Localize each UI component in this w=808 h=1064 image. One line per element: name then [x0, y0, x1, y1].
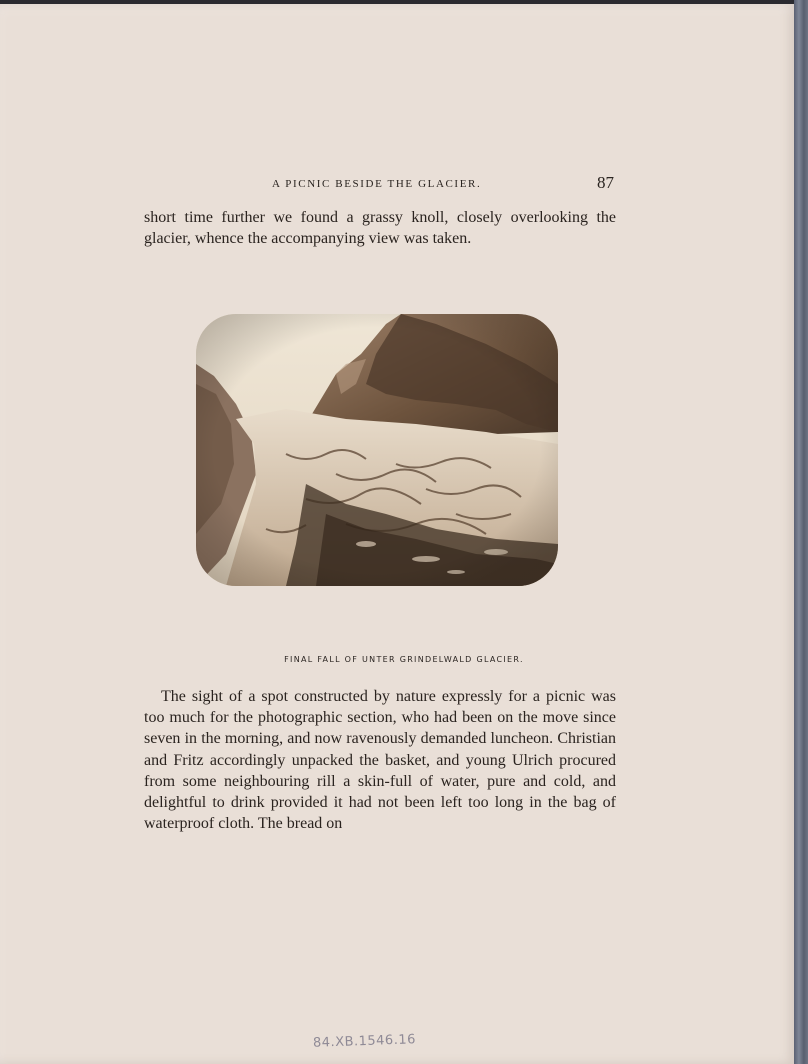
photograph-plate — [196, 314, 558, 586]
paragraph-text: The sight of a spot constructed by nature expressly for a picnic was too much for the photographic section, who had been on the move since seven in the morning, and now ravenously demanded luncheon. Christian and Fritz accordingly unpacked the basket, and young Ulrich procured from some neighbouring rill a skin-full of water, pure and cold, and delightful to drink provided it had not been left too long in the bag of waterproof cloth. The bread on — [144, 688, 616, 833]
page-number: 87 — [597, 173, 614, 192]
book-cover-edge — [794, 0, 808, 1064]
running-head: A PICNIC BESIDE THE GLACIER. — [272, 178, 482, 190]
paragraph-continued: short time further we found a grassy knoll, closely overlooking the glacier, whence the accompanying view was taken. — [144, 209, 616, 248]
body-text — [144, 686, 616, 834]
handwritten-shelfmark: 84.XB.1546.16 — [312, 1032, 417, 1051]
plate-caption: FINAL FALL OF UNTER GRINDELWALD GLACIER. — [284, 655, 524, 664]
